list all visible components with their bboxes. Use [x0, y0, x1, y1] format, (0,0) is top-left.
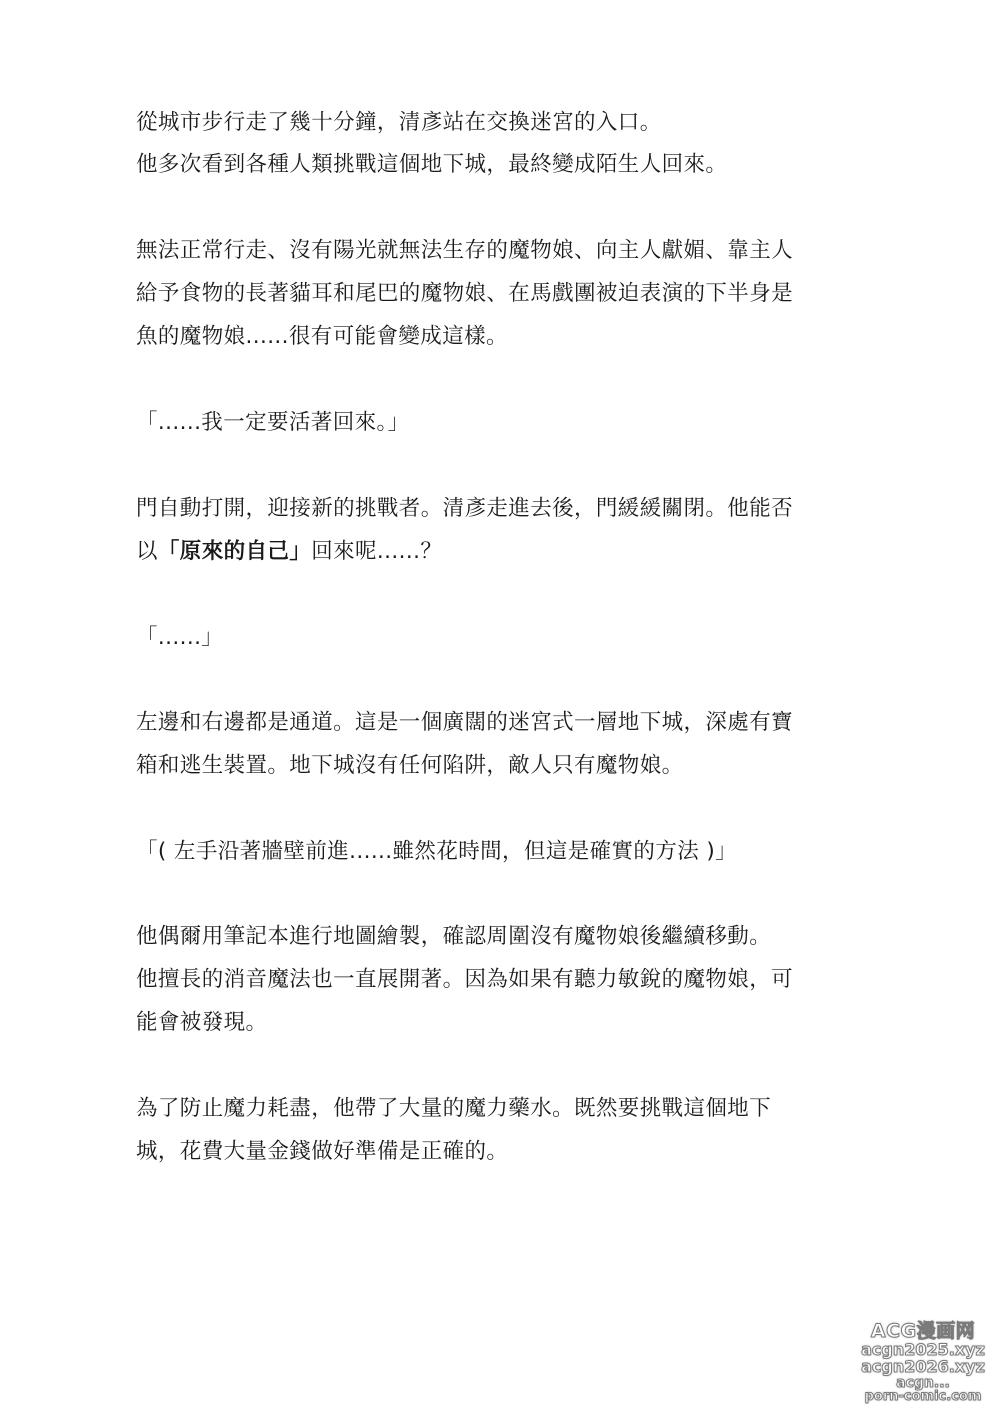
- watermark-line-4: acgn...: [896, 1374, 950, 1391]
- watermark-line-3: acgn2026.xyz: [861, 1356, 985, 1376]
- paragraph-3-line-2-post: 回來呢......？: [311, 539, 443, 564]
- paragraph-2-line-2: 給予食物的長著貓耳和尾巴的魔物娘、在馬戲團被迫表演的下半身是: [136, 281, 794, 306]
- paragraph-6-line-2: 城，花費大量金錢做好準備是正確的。: [136, 1139, 509, 1164]
- paragraph-6-line-1: 為了防止魔力耗盡，他帶了大量的魔力藥水。既然要挑戰這個地下: [136, 1096, 772, 1121]
- paragraph-3-line-2-pre: 以: [136, 539, 158, 564]
- emphasis-original-self: 「原來的自己」: [157, 539, 312, 564]
- quote-3: 「( 左手沿著牆壁前進......雖然花時間，但這是確實的方法 )」: [136, 839, 738, 864]
- watermark-line-2: acgn2025.xyz: [861, 1340, 985, 1360]
- watermark-line-5: porn-comic.com: [864, 1389, 982, 1405]
- paragraph-3-line-2: [136, 537, 442, 567]
- paragraph-4-line-2: 箱和逃生裝置。地下城沒有任何陷阱，敵人只有魔物娘。: [136, 753, 684, 778]
- paragraph-3-line-1: 門自動打開，迎接新的挑戰者。清彥走進去後，門緩緩關閉。他能否: [136, 496, 794, 521]
- paragraph-1-line-2: 他多次看到各種人類挑戰這個地下城，最終變成陌生人回來。: [136, 152, 728, 177]
- paragraph-5-line-1: 他偶爾用筆記本進行地圖繪製，確認周圍沒有魔物娘後繼續移動。: [136, 924, 772, 949]
- paragraph-5-line-3: 能會被發現。: [136, 1010, 268, 1035]
- quote-1: 「......我一定要活著回來。」: [136, 410, 410, 435]
- paragraph-2-line-1: 無法正常行走、沒有陽光就無法生存的魔物娘、向主人獻媚、靠主人: [136, 238, 794, 263]
- paragraph-4-line-1: 左邊和右邊都是通道。這是一個廣闊的迷宮式一層地下城，深處有寶: [136, 710, 794, 735]
- paragraph-1-line-1: 從城市步行走了幾十分鐘，清彥站在交換迷宮的入口。: [136, 110, 662, 135]
- quote-2: 「......」: [136, 625, 224, 650]
- watermark-line-1: ACG漫画网: [870, 1320, 976, 1343]
- paragraph-5-line-2: 他擅長的消音魔法也一直展開著。因為如果有聽力敏銳的魔物娘，可: [136, 967, 794, 992]
- paragraph-2-line-3: 魚的魔物娘......很有可能會變成這樣。: [136, 324, 508, 349]
- site-watermark: [860, 1322, 986, 1404]
